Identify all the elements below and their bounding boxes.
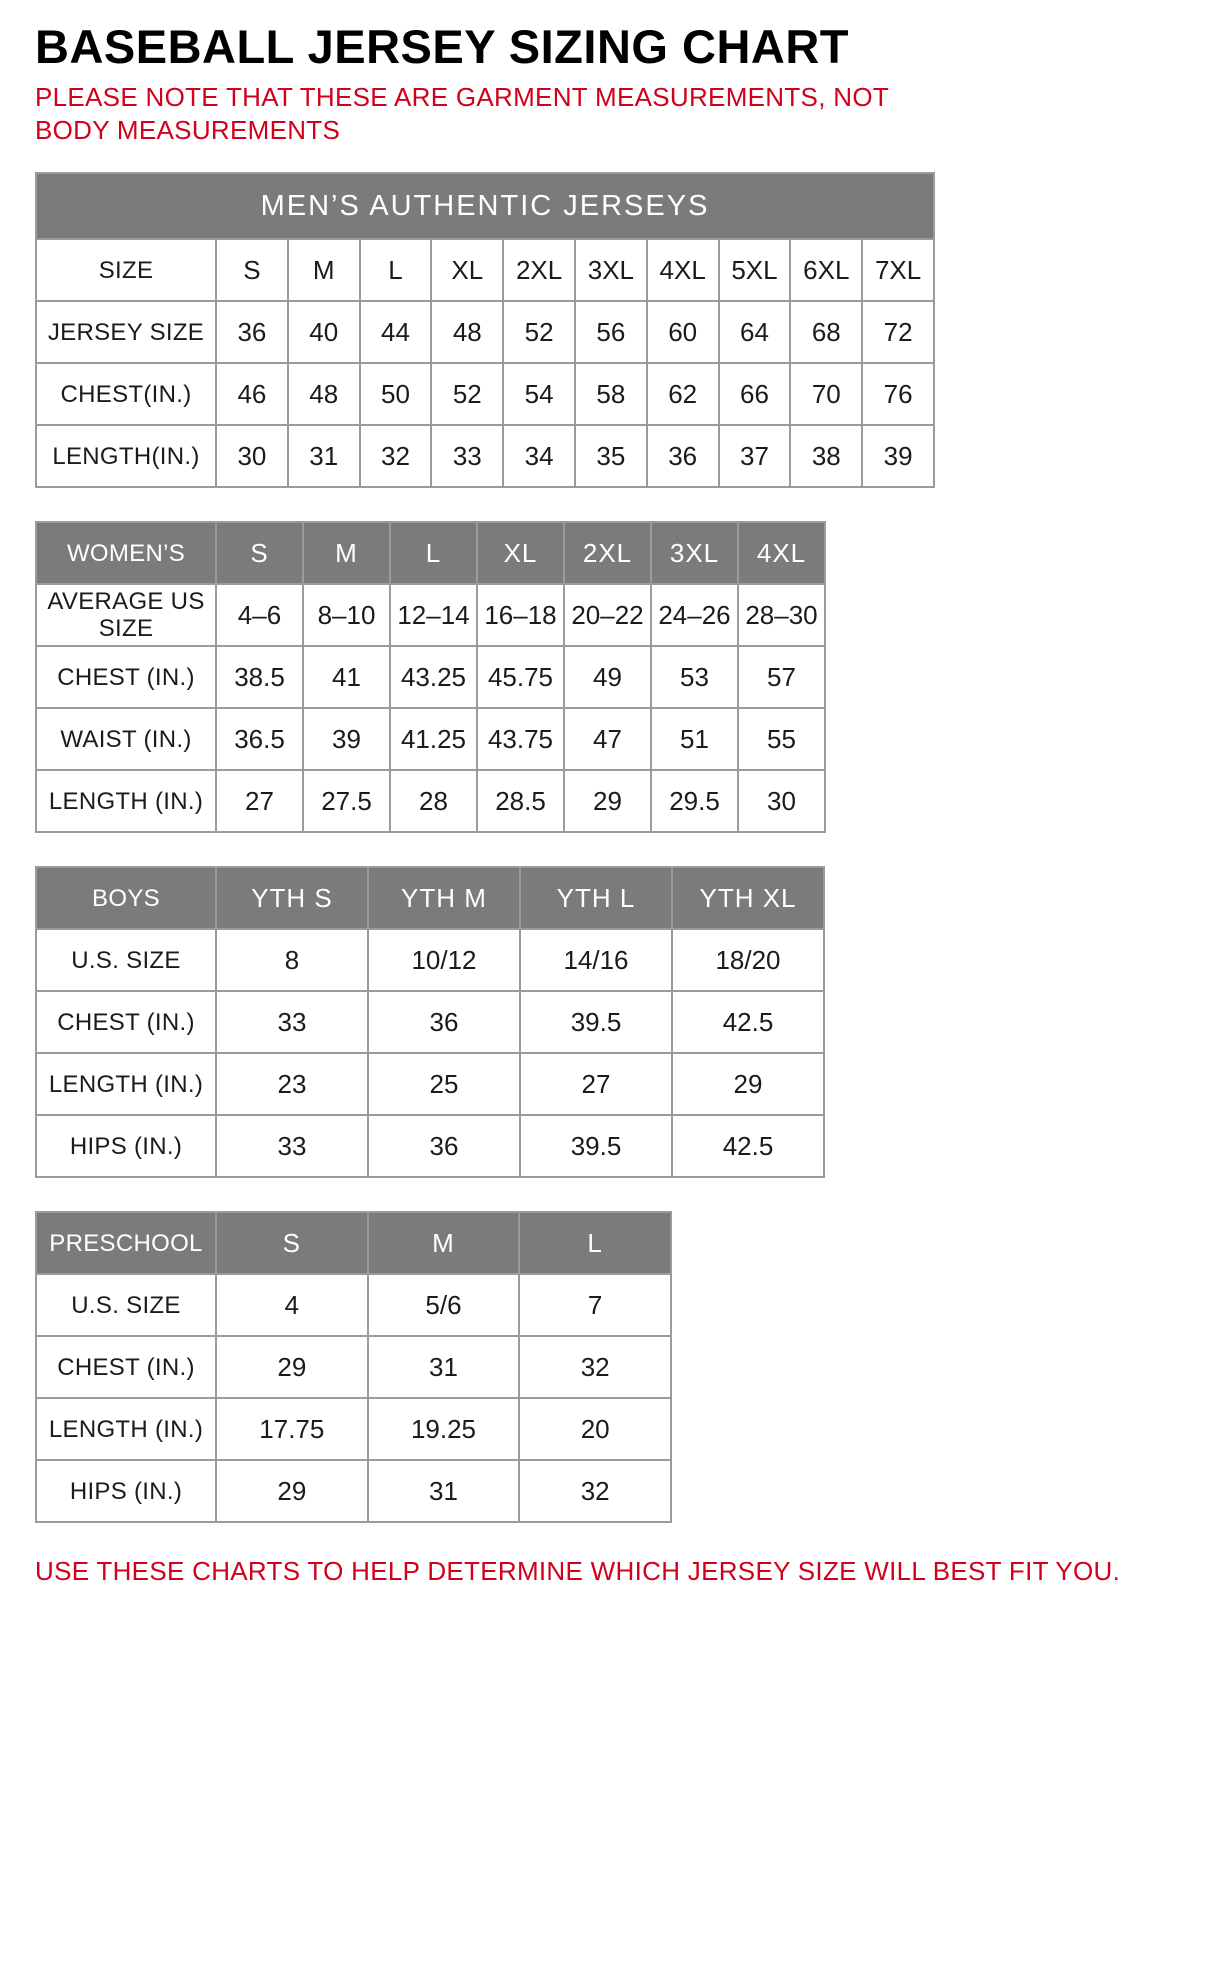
mens-value-cell: 30	[216, 425, 288, 487]
preschool-header-cell: S	[216, 1212, 368, 1274]
boys-value-cell: 29	[672, 1053, 824, 1115]
mens-value-cell: M	[288, 239, 360, 301]
preschool-value-cell: 29	[216, 1336, 368, 1398]
mens-value-cell: 54	[503, 363, 575, 425]
preschool-value-cell: 31	[368, 1460, 520, 1522]
preschool-size-table	[35, 1211, 672, 1523]
mens-value-cell: 58	[575, 363, 647, 425]
preschool-row-label: U.S. SIZE	[36, 1274, 216, 1336]
mens-value-cell: 56	[575, 301, 647, 363]
mens-value-cell: 44	[360, 301, 432, 363]
boys-value-cell: 8	[216, 929, 368, 991]
boys-value-cell: 36	[368, 991, 520, 1053]
mens-table-banner: MEN’S AUTHENTIC JERSEYS	[36, 173, 934, 239]
boys-header-cell: YTH XL	[672, 867, 824, 929]
mens-value-cell: 70	[790, 363, 862, 425]
mens-size-table	[35, 172, 935, 488]
womens-value-cell: 55	[738, 708, 825, 770]
mens-value-cell: 48	[431, 301, 503, 363]
preschool-header-label: PRESCHOOL	[36, 1212, 216, 1274]
mens-value-cell: S	[216, 239, 288, 301]
womens-value-cell: 38.5	[216, 646, 303, 708]
mens-value-cell: 52	[431, 363, 503, 425]
womens-size-table	[35, 521, 826, 833]
womens-value-cell: 41.25	[390, 708, 477, 770]
mens-value-cell: 62	[647, 363, 719, 425]
mens-value-cell: 35	[575, 425, 647, 487]
boys-value-cell: 42.5	[672, 1115, 824, 1177]
womens-value-cell: 53	[651, 646, 738, 708]
preschool-value-cell: 31	[368, 1336, 520, 1398]
womens-value-cell: 24–26	[651, 584, 738, 646]
womens-value-cell: 43.75	[477, 708, 564, 770]
preschool-value-cell: 32	[519, 1460, 671, 1522]
preschool-header-cell: M	[368, 1212, 520, 1274]
womens-value-cell: 57	[738, 646, 825, 708]
mens-value-cell: 76	[862, 363, 934, 425]
womens-value-cell: 39	[303, 708, 390, 770]
preschool-row-label: CHEST (IN.)	[36, 1336, 216, 1398]
mens-value-cell: 34	[503, 425, 575, 487]
boys-value-cell: 42.5	[672, 991, 824, 1053]
boys-header-cell: YTH M	[368, 867, 520, 929]
womens-value-cell: 28	[390, 770, 477, 832]
preschool-value-cell: 19.25	[368, 1398, 520, 1460]
mens-row-label: SIZE	[36, 239, 216, 301]
boys-value-cell: 36	[368, 1115, 520, 1177]
preschool-header-cell: L	[519, 1212, 671, 1274]
mens-value-cell: 2XL	[503, 239, 575, 301]
mens-value-cell: 31	[288, 425, 360, 487]
garment-measurements-note: PLEASE NOTE THAT THESE ARE GARMENT MEASUREMENTS, NOT BODY MEASUREMENTS	[35, 82, 889, 145]
womens-row-label: CHEST (IN.)	[36, 646, 216, 708]
preschool-value-cell: 17.75	[216, 1398, 368, 1460]
womens-value-cell: 30	[738, 770, 825, 832]
mens-value-cell: 66	[719, 363, 791, 425]
boys-value-cell: 39.5	[520, 1115, 672, 1177]
boys-value-cell: 27	[520, 1053, 672, 1115]
boys-value-cell: 10/12	[368, 929, 520, 991]
womens-header-cell: XL	[477, 522, 564, 584]
preschool-value-cell: 29	[216, 1460, 368, 1522]
womens-value-cell: 28.5	[477, 770, 564, 832]
mens-value-cell: XL	[431, 239, 503, 301]
boys-value-cell: 25	[368, 1053, 520, 1115]
footer-note: USE THESE CHARTS TO HELP DETERMINE WHICH JERSEY SIZE WILL BEST FIT YOU.	[35, 1556, 1121, 1587]
boys-row-label: LENGTH (IN.)	[36, 1053, 216, 1115]
boys-value-cell: 33	[216, 991, 368, 1053]
mens-row-label: CHEST(IN.)	[36, 363, 216, 425]
womens-header-cell: S	[216, 522, 303, 584]
preschool-value-cell: 5/6	[368, 1274, 520, 1336]
mens-value-cell: 4XL	[647, 239, 719, 301]
boys-value-cell: 33	[216, 1115, 368, 1177]
mens-row-label: JERSEY SIZE	[36, 301, 216, 363]
preschool-value-cell: 4	[216, 1274, 368, 1336]
preschool-value-cell: 20	[519, 1398, 671, 1460]
womens-row-label: WAIST (IN.)	[36, 708, 216, 770]
womens-value-cell: 28–30	[738, 584, 825, 646]
womens-row-label: LENGTH (IN.)	[36, 770, 216, 832]
boys-row-label: CHEST (IN.)	[36, 991, 216, 1053]
womens-value-cell: 29.5	[651, 770, 738, 832]
mens-value-cell: 3XL	[575, 239, 647, 301]
mens-value-cell: 39	[862, 425, 934, 487]
womens-row-label: AVERAGE US SIZE	[36, 584, 216, 646]
womens-value-cell: 27.5	[303, 770, 390, 832]
mens-value-cell: 72	[862, 301, 934, 363]
mens-value-cell: 6XL	[790, 239, 862, 301]
boys-value-cell: 39.5	[520, 991, 672, 1053]
mens-value-cell: 46	[216, 363, 288, 425]
womens-value-cell: 49	[564, 646, 651, 708]
mens-value-cell: 7XL	[862, 239, 934, 301]
womens-header-cell: 4XL	[738, 522, 825, 584]
womens-value-cell: 16–18	[477, 584, 564, 646]
mens-value-cell: 48	[288, 363, 360, 425]
preschool-row-label: HIPS (IN.)	[36, 1460, 216, 1522]
mens-value-cell: 40	[288, 301, 360, 363]
mens-value-cell: 60	[647, 301, 719, 363]
womens-header-label: WOMEN’S	[36, 522, 216, 584]
mens-value-cell: 36	[216, 301, 288, 363]
mens-value-cell: 33	[431, 425, 503, 487]
mens-value-cell: 5XL	[719, 239, 791, 301]
mens-value-cell: 37	[719, 425, 791, 487]
mens-value-cell: 32	[360, 425, 432, 487]
womens-header-cell: 2XL	[564, 522, 651, 584]
womens-value-cell: 29	[564, 770, 651, 832]
womens-value-cell: 4–6	[216, 584, 303, 646]
boys-header-label: BOYS	[36, 867, 216, 929]
mens-value-cell: L	[360, 239, 432, 301]
mens-value-cell: 38	[790, 425, 862, 487]
womens-header-cell: M	[303, 522, 390, 584]
mens-value-cell: 36	[647, 425, 719, 487]
boys-value-cell: 18/20	[672, 929, 824, 991]
mens-value-cell: 68	[790, 301, 862, 363]
preschool-value-cell: 7	[519, 1274, 671, 1336]
womens-value-cell: 27	[216, 770, 303, 832]
womens-value-cell: 51	[651, 708, 738, 770]
womens-value-cell: 41	[303, 646, 390, 708]
womens-value-cell: 47	[564, 708, 651, 770]
boys-header-cell: YTH L	[520, 867, 672, 929]
mens-row-label: LENGTH(IN.)	[36, 425, 216, 487]
boys-header-cell: YTH S	[216, 867, 368, 929]
boys-value-cell: 14/16	[520, 929, 672, 991]
womens-value-cell: 45.75	[477, 646, 564, 708]
womens-value-cell: 20–22	[564, 584, 651, 646]
womens-value-cell: 8–10	[303, 584, 390, 646]
womens-header-cell: L	[390, 522, 477, 584]
mens-value-cell: 64	[719, 301, 791, 363]
boys-value-cell: 23	[216, 1053, 368, 1115]
boys-row-label: HIPS (IN.)	[36, 1115, 216, 1177]
mens-value-cell: 52	[503, 301, 575, 363]
sizing-tables-container	[35, 172, 1185, 1523]
womens-value-cell: 43.25	[390, 646, 477, 708]
page-title: BASEBALL JERSEY SIZING CHART	[35, 20, 849, 73]
boys-row-label: U.S. SIZE	[36, 929, 216, 991]
womens-value-cell: 36.5	[216, 708, 303, 770]
womens-value-cell: 12–14	[390, 584, 477, 646]
boys-size-table	[35, 866, 825, 1178]
womens-header-cell: 3XL	[651, 522, 738, 584]
mens-value-cell: 50	[360, 363, 432, 425]
preschool-value-cell: 32	[519, 1336, 671, 1398]
preschool-row-label: LENGTH (IN.)	[36, 1398, 216, 1460]
